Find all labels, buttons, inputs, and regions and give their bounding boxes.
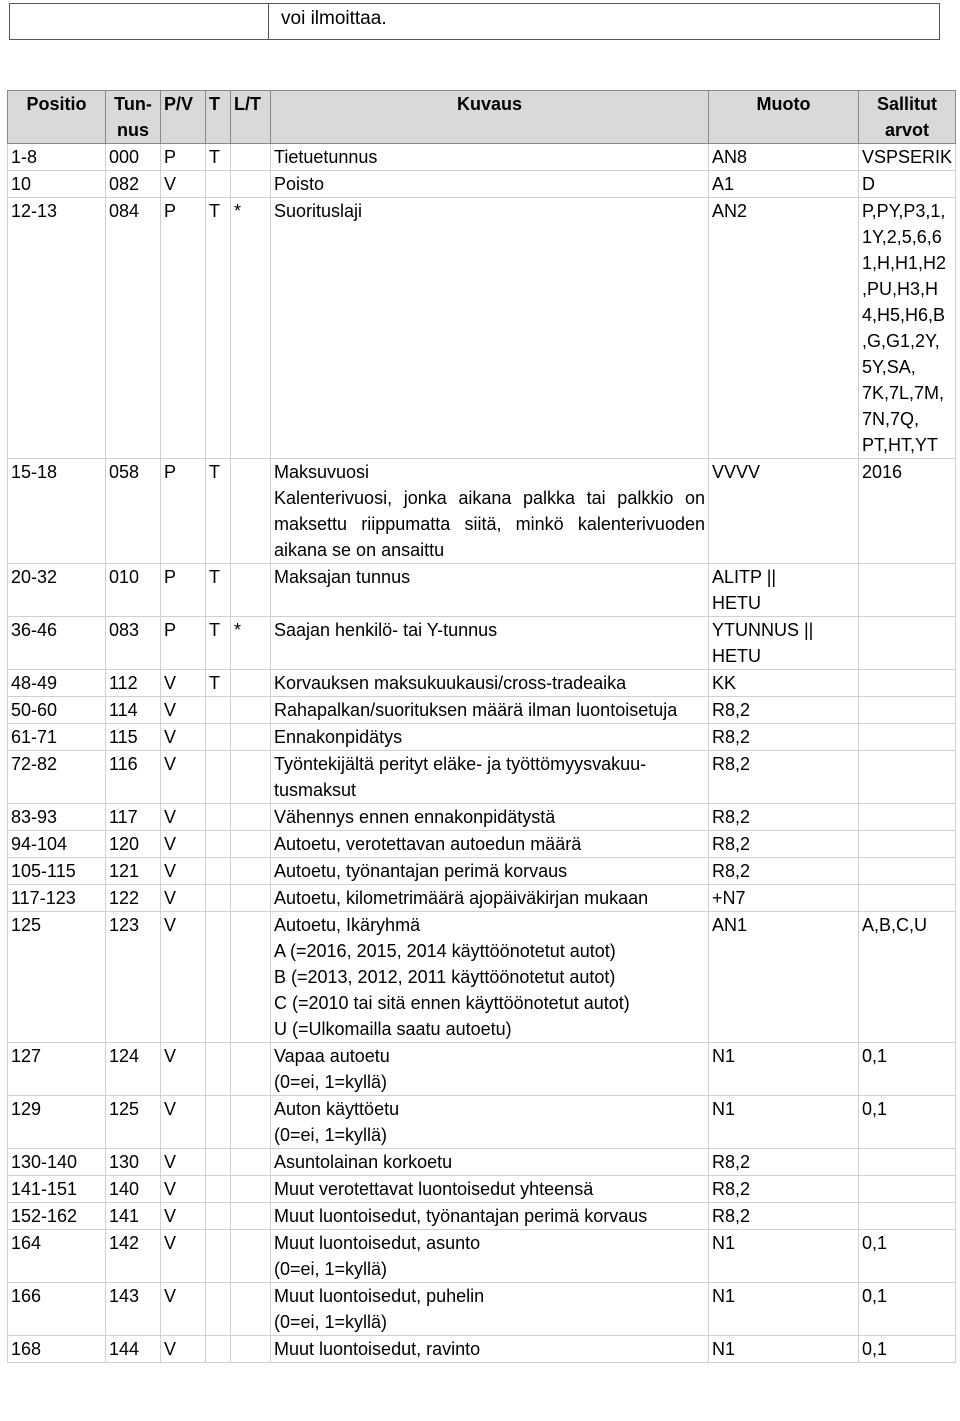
cell-sallitut-arvot xyxy=(859,1149,956,1176)
cell-muoto: AN8 xyxy=(709,144,859,171)
cell-kuvaus: Vähennys ennen ennakonpidätystä xyxy=(271,804,709,831)
cell-sallitut-arvot xyxy=(859,697,956,724)
cell-positio: 50-60 xyxy=(8,697,106,724)
table-row xyxy=(8,804,956,831)
cell-lt xyxy=(231,1230,271,1283)
cell-t xyxy=(206,1096,231,1149)
cell-lt xyxy=(231,1336,271,1363)
cell-kuvaus: Autoetu, Ikäryhmä A (=2016, 2015, 2014 käyttöönotetut autot) B (=2013, 2012, 2011 käyttöönotetut autot) C (=2010 tai sitä ennen käyttöönotetut autot) U (=Ulkomailla saatu autoetu) xyxy=(271,912,709,1043)
header-t: T xyxy=(206,91,231,144)
cell-tunnus: 125 xyxy=(106,1096,161,1149)
cell-pv: P xyxy=(161,459,206,564)
record-spec-table xyxy=(7,90,956,1363)
cell-positio: 12-13 xyxy=(8,198,106,459)
cell-muoto: N1 xyxy=(709,1336,859,1363)
cell-pv: P xyxy=(161,564,206,617)
cell-pv: P xyxy=(161,144,206,171)
table-row xyxy=(8,1283,956,1336)
cell-lt xyxy=(231,1176,271,1203)
cell-pv: V xyxy=(161,1203,206,1230)
cell-positio: 48-49 xyxy=(8,670,106,697)
cell-tunnus: 115 xyxy=(106,724,161,751)
cell-kuvaus: Tietuetunnus xyxy=(271,144,709,171)
cell-tunnus: 083 xyxy=(106,617,161,670)
table-row xyxy=(8,1096,956,1149)
header-sallitut-arvot: Sallitut arvot xyxy=(859,91,956,144)
cell-lt xyxy=(231,1283,271,1336)
cell-sallitut-arvot xyxy=(859,751,956,804)
cell-muoto: AN2 xyxy=(709,198,859,459)
cell-muoto: R8,2 xyxy=(709,831,859,858)
cell-pv: P xyxy=(161,198,206,459)
cell-kuvaus: Saajan henkilö- tai Y-tunnus xyxy=(271,617,709,670)
cell-tunnus: 120 xyxy=(106,831,161,858)
cell-sallitut-arvot: VSPSERIK xyxy=(859,144,956,171)
cell-positio: 130-140 xyxy=(8,1149,106,1176)
cell-tunnus: 116 xyxy=(106,751,161,804)
cell-pv: V xyxy=(161,804,206,831)
cell-pv: V xyxy=(161,751,206,804)
cell-t xyxy=(206,1283,231,1336)
cell-tunnus: 140 xyxy=(106,1176,161,1203)
cell-sallitut-arvot: D xyxy=(859,171,956,198)
cell-lt xyxy=(231,1203,271,1230)
cell-pv: V xyxy=(161,1230,206,1283)
cell-pv: V xyxy=(161,171,206,198)
cell-t xyxy=(206,171,231,198)
cell-t xyxy=(206,885,231,912)
table-row xyxy=(8,1149,956,1176)
cell-kuvaus: Muut luontoisedut, työnantajan perimä korvaus xyxy=(271,1203,709,1230)
header-positio: Positio xyxy=(8,91,106,144)
cell-tunnus: 122 xyxy=(106,885,161,912)
cell-tunnus: 144 xyxy=(106,1336,161,1363)
cell-positio: 10 xyxy=(8,171,106,198)
cell-positio: 1-8 xyxy=(8,144,106,171)
cell-positio: 36-46 xyxy=(8,617,106,670)
table-row xyxy=(8,617,956,670)
cell-tunnus: 130 xyxy=(106,1149,161,1176)
cell-positio: 164 xyxy=(8,1230,106,1283)
cell-pv: V xyxy=(161,697,206,724)
cell-muoto: R8,2 xyxy=(709,1176,859,1203)
cell-muoto: R8,2 xyxy=(709,724,859,751)
cell-sallitut-arvot xyxy=(859,670,956,697)
cell-tunnus: 114 xyxy=(106,697,161,724)
cell-t xyxy=(206,1203,231,1230)
table-row xyxy=(8,751,956,804)
cell-kuvaus: Ennakonpidätys xyxy=(271,724,709,751)
cell-lt xyxy=(231,858,271,885)
cell-kuvaus: Korvauksen maksukuukausi/cross-tradeaika xyxy=(271,670,709,697)
cell-muoto: YTUNNUS || HETU xyxy=(709,617,859,670)
cell-kuvaus: Muut luontoisedut, asunto (0=ei, 1=kyllä) xyxy=(271,1230,709,1283)
cell-positio: 83-93 xyxy=(8,804,106,831)
cell-muoto: ALITP || HETU xyxy=(709,564,859,617)
cell-lt xyxy=(231,751,271,804)
cell-lt xyxy=(231,144,271,171)
cell-muoto: R8,2 xyxy=(709,1203,859,1230)
table-row xyxy=(8,885,956,912)
cell-sallitut-arvot xyxy=(859,724,956,751)
cell-tunnus: 058 xyxy=(106,459,161,564)
cell-lt xyxy=(231,724,271,751)
cell-pv: V xyxy=(161,1096,206,1149)
table-row xyxy=(8,1043,956,1096)
cell-pv: V xyxy=(161,1149,206,1176)
cell-positio: 166 xyxy=(8,1283,106,1336)
cell-kuvaus: Rahapalkan/suorituksen määrä ilman luontoisetuja xyxy=(271,697,709,724)
cell-kuvaus: Poisto xyxy=(271,171,709,198)
cell-pv: V xyxy=(161,670,206,697)
header-lt: L/T xyxy=(231,91,271,144)
cell-muoto: KK xyxy=(709,670,859,697)
cell-sallitut-arvot xyxy=(859,858,956,885)
table-row xyxy=(8,459,956,564)
cell-pv: V xyxy=(161,885,206,912)
cell-tunnus: 010 xyxy=(106,564,161,617)
cell-t xyxy=(206,1230,231,1283)
cell-t xyxy=(206,1176,231,1203)
cell-muoto: R8,2 xyxy=(709,697,859,724)
table-row xyxy=(8,171,956,198)
cell-muoto: +N7 xyxy=(709,885,859,912)
cell-sallitut-arvot xyxy=(859,831,956,858)
cell-tunnus: 084 xyxy=(106,198,161,459)
cell-positio: 127 xyxy=(8,1043,106,1096)
cell-muoto: R8,2 xyxy=(709,751,859,804)
table-row xyxy=(8,1176,956,1203)
cell-positio: 129 xyxy=(8,1096,106,1149)
cell-kuvaus: Autoetu, kilometrimäärä ajopäiväkirjan mukaan xyxy=(271,885,709,912)
cell-t: T xyxy=(206,144,231,171)
cell-sallitut-arvot xyxy=(859,885,956,912)
cell-pv: V xyxy=(161,724,206,751)
cell-positio: 94-104 xyxy=(8,831,106,858)
cell-positio: 141-151 xyxy=(8,1176,106,1203)
table-row xyxy=(8,1230,956,1283)
table-row xyxy=(8,697,956,724)
cell-muoto: N1 xyxy=(709,1043,859,1096)
cell-t xyxy=(206,751,231,804)
cell-t xyxy=(206,1336,231,1363)
cell-positio: 72-82 xyxy=(8,751,106,804)
continuation-left-cell xyxy=(10,4,269,39)
table-row xyxy=(8,198,956,459)
cell-kuvaus: Autoetu, verotettavan autoedun määrä xyxy=(271,831,709,858)
cell-kuvaus: Muut luontoisedut, puhelin (0=ei, 1=kyllä) xyxy=(271,1283,709,1336)
cell-tunnus: 124 xyxy=(106,1043,161,1096)
cell-kuvaus: Suorituslaji xyxy=(271,198,709,459)
cell-kuvaus: Auton käyttöetu (0=ei, 1=kyllä) xyxy=(271,1096,709,1149)
cell-muoto: AN1 xyxy=(709,912,859,1043)
cell-sallitut-arvot xyxy=(859,1176,956,1203)
cell-sallitut-arvot xyxy=(859,617,956,670)
header-muoto: Muoto xyxy=(709,91,859,144)
cell-sallitut-arvot: 0,1 xyxy=(859,1336,956,1363)
cell-kuvaus: Asuntolainan korkoetu xyxy=(271,1149,709,1176)
cell-pv: V xyxy=(161,912,206,1043)
cell-t xyxy=(206,724,231,751)
header-kuvaus: Kuvaus xyxy=(271,91,709,144)
cell-positio: 152-162 xyxy=(8,1203,106,1230)
cell-lt xyxy=(231,804,271,831)
cell-lt xyxy=(231,459,271,564)
cell-tunnus: 117 xyxy=(106,804,161,831)
cell-tunnus: 082 xyxy=(106,171,161,198)
cell-tunnus: 000 xyxy=(106,144,161,171)
cell-tunnus: 112 xyxy=(106,670,161,697)
cell-positio: 117-123 xyxy=(8,885,106,912)
cell-lt xyxy=(231,885,271,912)
table-row xyxy=(8,1203,956,1230)
cell-lt xyxy=(231,171,271,198)
cell-kuvaus: Työntekijältä perityt eläke- ja työttömyysvakuu- tusmaksut xyxy=(271,751,709,804)
cell-muoto: R8,2 xyxy=(709,1149,859,1176)
cell-sallitut-arvot xyxy=(859,564,956,617)
cell-tunnus: 143 xyxy=(106,1283,161,1336)
cell-lt xyxy=(231,1043,271,1096)
cell-muoto: N1 xyxy=(709,1283,859,1336)
cell-t xyxy=(206,1149,231,1176)
table-row xyxy=(8,1336,956,1363)
cell-sallitut-arvot: 0,1 xyxy=(859,1043,956,1096)
cell-t xyxy=(206,697,231,724)
cell-tunnus: 123 xyxy=(106,912,161,1043)
cell-lt: * xyxy=(231,617,271,670)
continuation-cell xyxy=(9,3,940,40)
cell-lt xyxy=(231,697,271,724)
cell-kuvaus: Autoetu, työnantajan perimä korvaus xyxy=(271,858,709,885)
cell-positio: 105-115 xyxy=(8,858,106,885)
cell-sallitut-arvot: 2016 xyxy=(859,459,956,564)
cell-t xyxy=(206,858,231,885)
cell-lt: * xyxy=(231,198,271,459)
table-row xyxy=(8,858,956,885)
cell-muoto: A1 xyxy=(709,171,859,198)
cell-t xyxy=(206,831,231,858)
cell-t xyxy=(206,912,231,1043)
cell-pv: V xyxy=(161,1336,206,1363)
cell-tunnus: 141 xyxy=(106,1203,161,1230)
cell-pv: V xyxy=(161,1176,206,1203)
header-tunnus: Tun- nus xyxy=(106,91,161,144)
cell-kuvaus: Vapaa autoetu (0=ei, 1=kyllä) xyxy=(271,1043,709,1096)
cell-t xyxy=(206,1043,231,1096)
table-row xyxy=(8,144,956,171)
header-pv: P/V xyxy=(161,91,206,144)
cell-t: T xyxy=(206,564,231,617)
cell-t: T xyxy=(206,617,231,670)
cell-t: T xyxy=(206,459,231,564)
cell-lt xyxy=(231,831,271,858)
cell-positio: 20-32 xyxy=(8,564,106,617)
cell-kuvaus: Muut luontoisedut, ravinto xyxy=(271,1336,709,1363)
cell-sallitut-arvot xyxy=(859,804,956,831)
header-row xyxy=(8,91,956,144)
cell-muoto: N1 xyxy=(709,1096,859,1149)
table-row xyxy=(8,670,956,697)
cell-muoto: R8,2 xyxy=(709,804,859,831)
cell-sallitut-arvot: 0,1 xyxy=(859,1096,956,1149)
cell-pv: V xyxy=(161,1283,206,1336)
cell-pv: P xyxy=(161,617,206,670)
table-body xyxy=(8,144,956,1363)
cell-muoto: VVVV xyxy=(709,459,859,564)
cell-lt xyxy=(231,1096,271,1149)
table-row xyxy=(8,912,956,1043)
cell-sallitut-arvot: A,B,C,U xyxy=(859,912,956,1043)
cell-kuvaus: Muut verotettavat luontoisedut yhteensä xyxy=(271,1176,709,1203)
cell-sallitut-arvot: P,PY,P3,1, 1Y,2,5,6,6 1,H,H1,H2 ,PU,H3,H 4,H5,H6,B ,G,G1,2Y, 5Y,SA, 7K,7L,7M, 7N,7Q, PT,HT,YT xyxy=(859,198,956,459)
cell-sallitut-arvot: 0,1 xyxy=(859,1283,956,1336)
cell-muoto: N1 xyxy=(709,1230,859,1283)
cell-tunnus: 121 xyxy=(106,858,161,885)
cell-t xyxy=(206,804,231,831)
cell-positio: 125 xyxy=(8,912,106,1043)
cell-lt xyxy=(231,1149,271,1176)
continuation-text: voi ilmoittaa. xyxy=(281,8,387,29)
cell-kuvaus: Maksuvuosi Kalenterivuosi, jonka aikana palkka tai palkkio on maksettu riippumatta siitä, minkö kalenterivuoden aikana se on ansaittu xyxy=(271,459,709,564)
cell-t: T xyxy=(206,198,231,459)
cell-positio: 61-71 xyxy=(8,724,106,751)
cell-sallitut-arvot xyxy=(859,1203,956,1230)
cell-t: T xyxy=(206,670,231,697)
cell-positio: 168 xyxy=(8,1336,106,1363)
table-row xyxy=(8,724,956,751)
cell-muoto: R8,2 xyxy=(709,858,859,885)
cell-positio: 15-18 xyxy=(8,459,106,564)
cell-kuvaus: Maksajan tunnus xyxy=(271,564,709,617)
cell-pv: V xyxy=(161,831,206,858)
cell-tunnus: 142 xyxy=(106,1230,161,1283)
cell-lt xyxy=(231,912,271,1043)
cell-sallitut-arvot: 0,1 xyxy=(859,1230,956,1283)
cell-lt xyxy=(231,564,271,617)
table-row xyxy=(8,831,956,858)
cell-pv: V xyxy=(161,1043,206,1096)
cell-pv: V xyxy=(161,858,206,885)
table-row xyxy=(8,564,956,617)
cell-lt xyxy=(231,670,271,697)
